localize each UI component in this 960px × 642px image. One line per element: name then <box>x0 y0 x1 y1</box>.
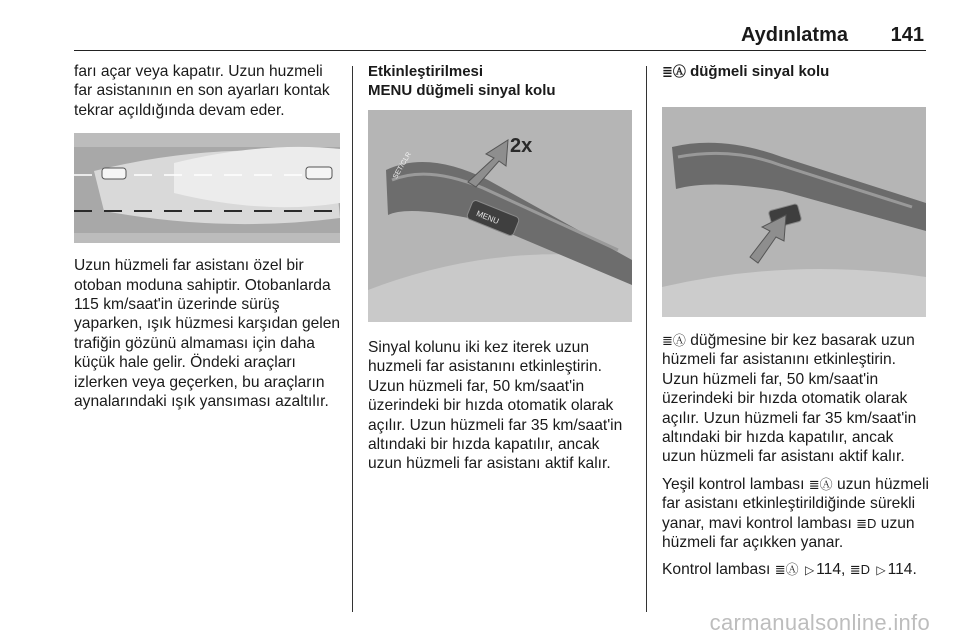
column-divider-2 <box>646 66 647 612</box>
subsection-heading: ≣Ⓐ düğmeli sinyal kolu <box>662 63 830 80</box>
page-number: 141 <box>890 24 924 46</box>
subsection-heading: MENU düğmeli sinyal kolu <box>368 82 556 99</box>
menu-stalk-illustration-svg <box>368 110 632 322</box>
page-reference-link[interactable]: 114. <box>887 561 917 579</box>
column-2 <box>368 62 634 474</box>
page-reference-arrow-icon: ▷ <box>876 563 886 578</box>
push-count-label: 2x <box>510 135 533 157</box>
paragraph: Uzun hüzmeli far asistanı özel bir otoban moduna sahiptir. Otobanlarda 115 km/saat'in üzerinde sürüş yaparken, ışık hüzmesi karşıdan gelen trafiğin gözünü almaması için daha küçük hale gelir. Öndeki araçları izlerken veya geçerken, bu araçların aynalarındaki ışık yansıması azaltılır. <box>74 257 341 411</box>
paragraph: Kontrol lambası ≣Ⓐ ▷ 114, ≣D ▷ 114. <box>662 560 930 580</box>
menu-stalk-illustration <box>368 110 632 322</box>
page-reference-link[interactable]: 114, <box>816 561 846 579</box>
menu-button-label: MENU <box>474 208 501 227</box>
high-beam-icon: ≣D <box>849 562 870 578</box>
high-beam-assist-icon: ≣Ⓐ <box>774 562 799 578</box>
paragraph: farı açar veya kapatır. Uzun huzmeli far asistanının en son ayarları kontak tekrar açıldığında devam eder. <box>74 63 330 119</box>
page-reference-arrow-icon: ▷ <box>804 563 815 578</box>
page-header <box>74 0 926 51</box>
column-1 <box>74 62 344 411</box>
paragraph: ≣Ⓐ düğmesine bir kez basarak uzun hüzmeli far asistanını etkinleştirin. Uzun hüzmeli far, 50 km/saat'in üzerindeki bir hızda otomatik olarak açılır. Uzun hüzmeli far 35 km/saat'in altındaki bir hızda kapatılır, ancak uzun hüzmeli far asistanı aktif kalır. <box>662 332 917 466</box>
paragraph: Sinyal kolunu iki kez iterek uzun huzmeli far asistanını etkinleştirin. Uzun hüzmeli far, 50 km/saat'in üzerindeki bir hızda otomatik olarak açılır. Uzun hüzmeli far 35 km/saat'in altındaki bir hızda kapatılır, ancak uzun hüzmeli far asistanı aktif kalır. <box>368 339 623 473</box>
highway-beam-illustration <box>74 133 340 243</box>
watermark: carmanualsonline.info <box>709 610 930 635</box>
button-stalk-illustration <box>662 107 926 317</box>
chapter-title: Aydınlatma <box>740 24 848 46</box>
high-beam-assist-icon: ≣Ⓐ <box>808 476 833 492</box>
high-beam-assist-icon: ≣Ⓐ <box>662 64 686 79</box>
section-heading: Etkinleştirilmesi <box>368 63 484 80</box>
high-beam-icon: ≣D <box>856 515 877 531</box>
highway-beam-illustration-svg <box>74 133 340 243</box>
high-beam-assist-icon: ≣Ⓐ <box>662 333 686 348</box>
paragraph: Yeşil kontrol lambası ≣Ⓐ uzun hüzmeli far asistanı etkinleştirildiğinde sürekli yanar, mavi kontrol lambası ≣D uzun hüzmeli far açıkken yanar. <box>662 475 929 552</box>
button-stalk-illustration-svg <box>662 107 926 317</box>
column-3 <box>662 62 930 581</box>
column-divider-1 <box>352 66 353 612</box>
set-clr-label: SET/CLR <box>392 151 413 181</box>
